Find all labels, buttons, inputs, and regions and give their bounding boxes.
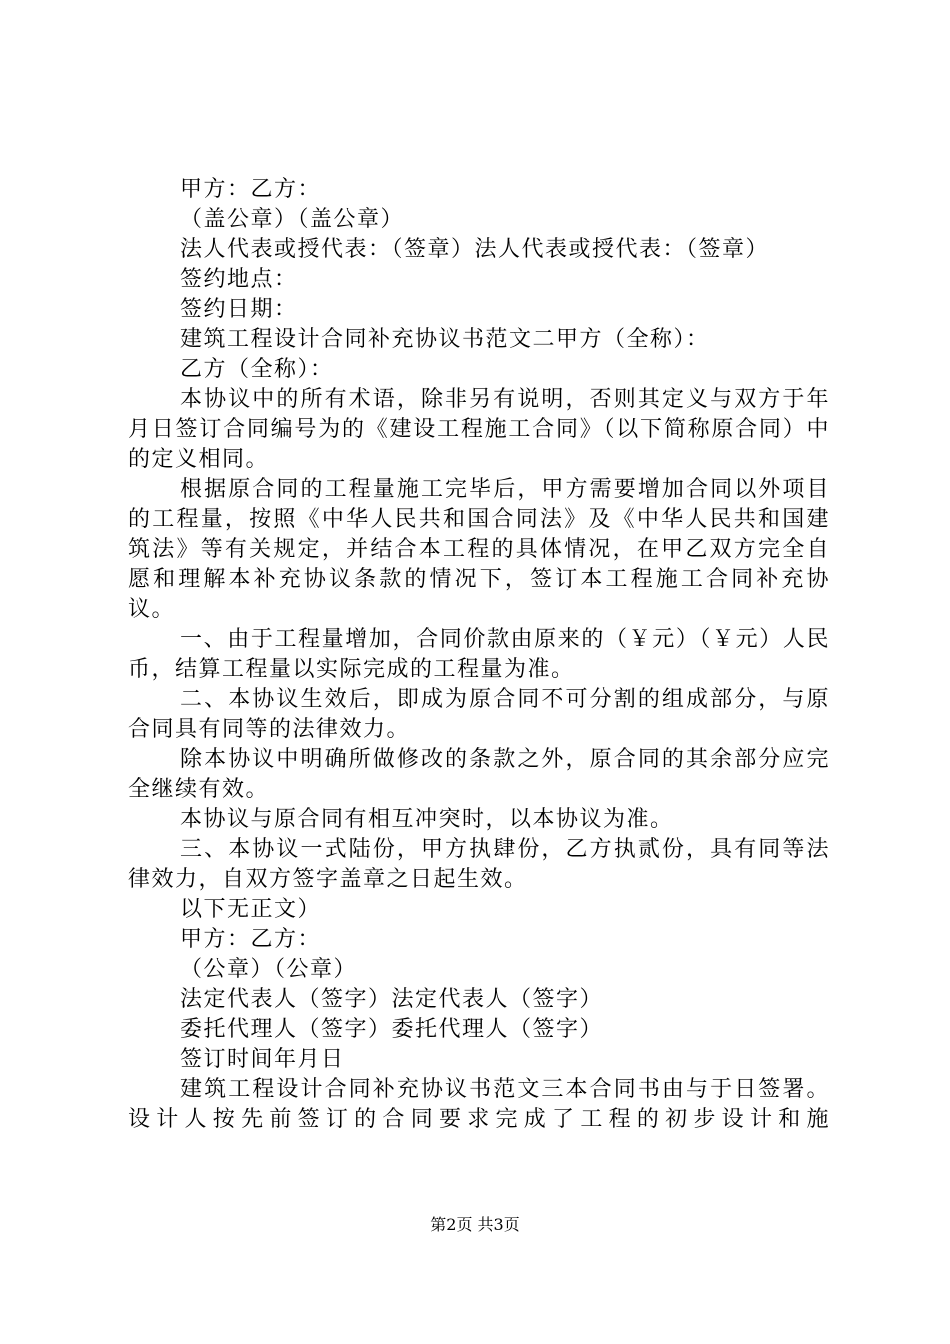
paragraph: 甲方：乙方： (180, 177, 322, 202)
page-number: 第2页 共3页 (430, 1215, 520, 1234)
paragraph: 签约日期： (180, 297, 298, 322)
clause-paragraph: 一、由于工程量增加，合同价款由原来的（￥元）（￥元）人民币，结算工程量以实际完成的工程量为准。 (128, 627, 830, 682)
paragraph: 委托代理人（签字）委托代理人（签字） (180, 1017, 604, 1042)
paragraph: 除本协议中明确所做修改的条款之外，原合同的其余部分应完全继续有效。 (128, 747, 830, 802)
paragraph: 本协议中的所有术语，除非另有说明，否则其定义与双方于年月日签订合同编号为的《建设工程施工合同》（以下简称原合同）中的定义相同。 (128, 387, 830, 472)
paragraph: 签订时间年月日 (180, 1047, 345, 1072)
paragraph: （公章）（公章） (180, 957, 358, 982)
paragraph: 本协议与原合同有相互冲突时，以本协议为准。 (180, 807, 674, 832)
paragraph: 以下无正文） (180, 897, 322, 922)
paragraph: （盖公章）（盖公章） (180, 207, 405, 232)
paragraph: 签约地点： (180, 267, 298, 292)
paragraph: 甲方：乙方： (180, 927, 322, 952)
paragraph: 法定代表人（签字）法定代表人（签字） (180, 987, 604, 1012)
clause-paragraph: 二、本协议生效后，即成为原合同不可分割的组成部分，与原合同具有同等的法律效力。 (128, 687, 830, 742)
section-heading: 建筑工程设计合同补充协议书范文三本合同书由与于日签署。设计人按先前签订的合同要求完成了工程的初步设计和施 (128, 1077, 830, 1132)
document-body (128, 175, 830, 1135)
paragraph: 法人代表或授代表：（签章）法人代表或授代表：（签章） (180, 237, 770, 262)
section-heading: 建筑工程设计合同补充协议书范文二甲方（全称）： (180, 327, 710, 352)
paragraph: 乙方（全称）： (180, 357, 334, 382)
clause-paragraph: 三、本协议一式陆份，甲方执肆份，乙方执贰份，具有同等法律效力，自双方签字盖章之日起生效。 (128, 837, 830, 892)
paragraph: 根据原合同的工程量施工完毕后，甲方需要增加合同以外项目的工程量，按照《中华人民共和国合同法》及《中华人民共和国建筑法》等有关规定，并结合本工程的具体情况，在甲乙双方完全自愿和理解本补充协议条款的情况下，签订本工程施工合同补充协议。 (128, 477, 830, 622)
